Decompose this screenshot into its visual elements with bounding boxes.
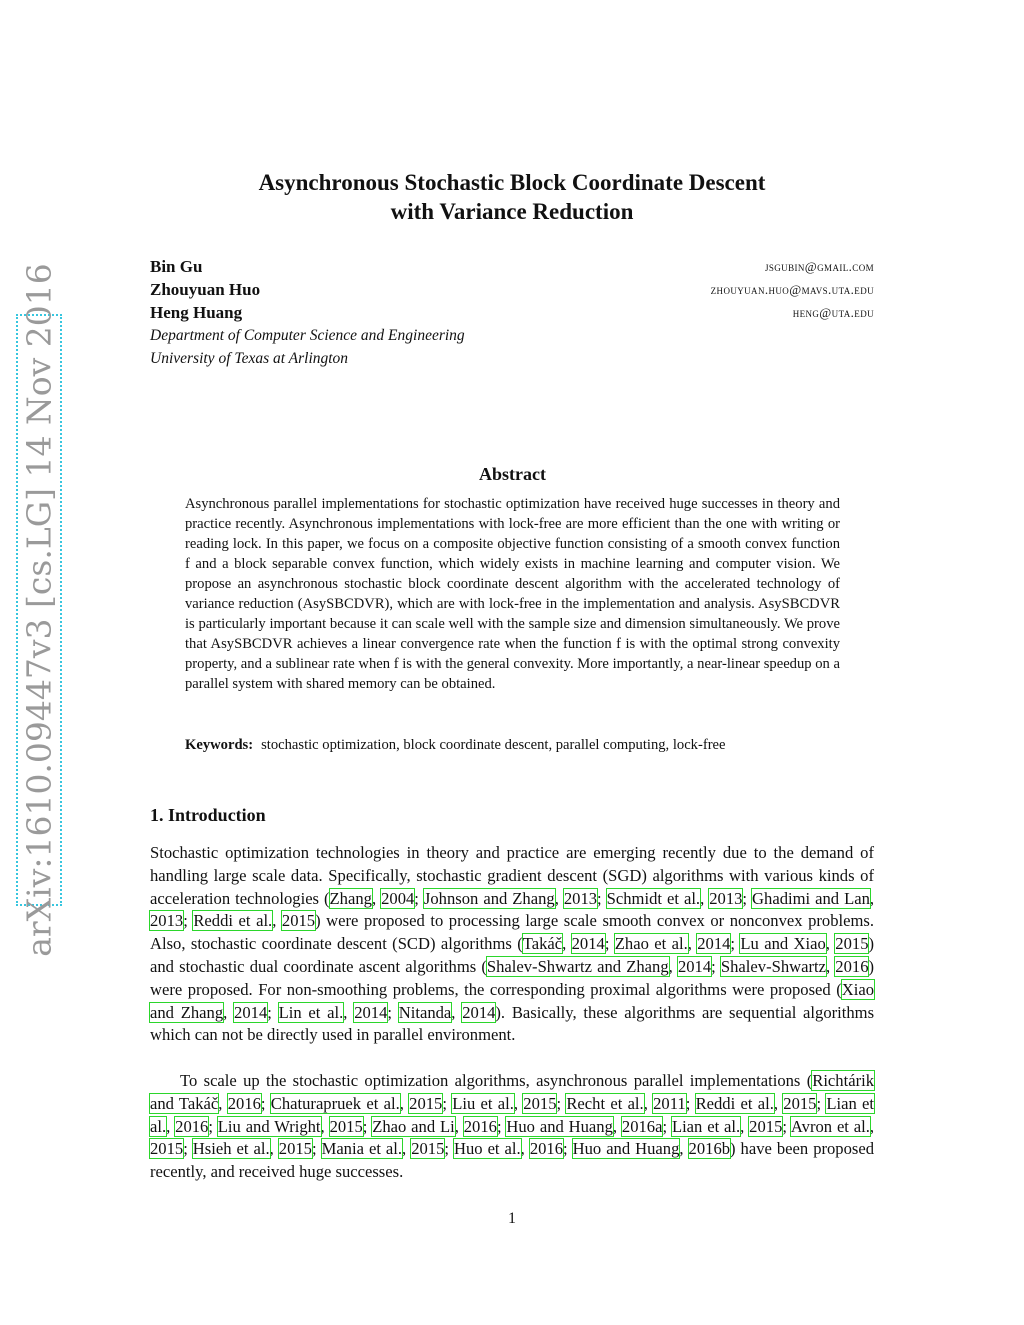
citation-link[interactable]: 2015: [329, 1116, 363, 1136]
citation-link[interactable]: Avron et al.: [790, 1116, 870, 1136]
paragraph-text: ,: [343, 1002, 355, 1022]
paragraph-text: ,: [562, 934, 572, 954]
paragraph-text: ;: [711, 956, 721, 976]
paragraph-text: ;: [604, 934, 615, 954]
paragraph-text: ;: [183, 1139, 193, 1159]
keywords-label: Keywords:: [185, 737, 254, 753]
paragraph-text: ,: [825, 956, 836, 976]
paragraph-text: ,: [740, 1116, 750, 1136]
citation-link[interactable]: 2016: [463, 1116, 497, 1136]
citation-link[interactable]: Ghadimi and Lan: [752, 888, 870, 908]
paragraph-text: ;: [414, 888, 424, 908]
citation-link[interactable]: 2015: [278, 1139, 312, 1159]
citation-link[interactable]: 2015: [409, 1093, 443, 1113]
citation-link[interactable]: Zhao et al.: [614, 934, 688, 954]
paragraph-text: ,: [223, 1002, 235, 1022]
citation-link[interactable]: 2013: [709, 888, 743, 908]
citation-link[interactable]: 2015: [411, 1139, 445, 1159]
paragraph-text: Stochastic optimization technologies in theory and practice are emerging recently due to the demand of handling large scale data. Specifically, stochastic gradient descent (SGD) algorithms with various kinds of acceleration technologies (: [150, 843, 874, 908]
author-name: Zhouyuan Huo: [150, 280, 261, 299]
author-email[interactable]: heng@uta.edu: [792, 305, 874, 320]
paragraph-text: ;: [260, 1093, 271, 1113]
paragraph-text: ,: [687, 934, 698, 954]
paragraph-text: ;: [816, 1093, 827, 1113]
paragraph-text: ,: [773, 1093, 784, 1113]
author-row: [150, 303, 874, 326]
citation-link[interactable]: Lin et al.: [278, 1002, 344, 1022]
paragraph-text: ,: [700, 888, 710, 908]
paragraph-text: ,: [166, 1116, 176, 1136]
author-email[interactable]: jsgubin@gmail.com: [764, 259, 874, 274]
citation-link[interactable]: Richtárik and Takáč: [150, 1071, 874, 1113]
paragraph-text: ;: [742, 888, 753, 908]
paragraph-text: ;: [183, 911, 194, 931]
affiliation-university: University of Texas at Arlington: [150, 350, 349, 367]
paragraph-text: ;: [267, 1002, 279, 1022]
paragraph-text: ) were proposed. For non-smoothing problems, the corresponding proximal algorithms were proposed (: [150, 956, 875, 999]
intro-paragraph-1: [150, 842, 874, 1047]
paragraph-text: ;: [442, 1093, 453, 1113]
paragraph-text: ;: [782, 1116, 791, 1136]
citation-link[interactable]: 2004: [381, 888, 415, 908]
citation-link[interactable]: Nitanda: [398, 1002, 452, 1022]
paragraph-text: ) were proposed to processing large scale smooth convex or nonconvex problems. Also, stochastic coordinate descent (SCD) algorithms (: [150, 911, 874, 954]
paragraph-text: ,: [643, 1093, 654, 1113]
citation-link[interactable]: 2013: [563, 888, 598, 908]
paragraph-text: ). Basically, these algorithms are sequential algorithms which can not be directly used in parallel environment.: [150, 1002, 875, 1045]
citation-link[interactable]: 2014: [571, 934, 605, 954]
paragraph-text: ;: [730, 934, 741, 954]
paragraph-text: ,: [668, 956, 678, 976]
citation-link[interactable]: Reddi et al.: [695, 1093, 774, 1113]
paragraph-text: ,: [869, 1116, 875, 1136]
citation-link[interactable]: 2014: [462, 1002, 496, 1022]
paragraph-text: ,: [513, 1093, 524, 1113]
paragraph-text: ,: [520, 1139, 530, 1159]
citation-link[interactable]: 2015: [523, 1093, 557, 1113]
paragraph-text: ;: [597, 888, 607, 908]
author-row: [150, 280, 874, 303]
paragraph-text: ,: [612, 1116, 622, 1136]
paragraph-text: ,: [272, 911, 282, 931]
paragraph-text: ,: [869, 888, 875, 908]
citation-link[interactable]: Reddi et al.: [193, 911, 273, 931]
abstract-heading: Abstract: [479, 464, 546, 484]
citation-link[interactable]: 2016: [227, 1093, 261, 1113]
paragraph-text: ,: [554, 888, 564, 908]
paragraph-text: ,: [399, 1093, 410, 1113]
citation-link[interactable]: 2016: [529, 1139, 564, 1159]
affiliation-department: Department of Computer Science and Engineering: [150, 327, 465, 344]
citation-link[interactable]: Shalev-Shwartz: [720, 956, 826, 976]
paragraph-text: ;: [444, 1139, 454, 1159]
author-email[interactable]: zhouyuan.huo@mavs.uta.edu: [710, 282, 874, 297]
paragraph-text: ,: [679, 1139, 689, 1159]
citation-link[interactable]: 2014: [677, 956, 712, 976]
citation-link[interactable]: Recht et al.: [566, 1093, 644, 1113]
citation-link[interactable]: 2014: [234, 1002, 268, 1022]
paragraph-text: ;: [208, 1116, 218, 1136]
paragraph-text: ,: [320, 1116, 330, 1136]
citation-link[interactable]: Schmidt et al.: [606, 888, 701, 908]
citation-link[interactable]: 2016b: [688, 1139, 731, 1159]
paragraph-text: ,: [825, 934, 836, 954]
paragraph-text: ,: [454, 1116, 464, 1136]
citation-link[interactable]: 2015: [281, 911, 316, 931]
citation-link[interactable]: Shalev-Shwartz and Zhang: [486, 956, 669, 976]
author-name: Bin Gu: [150, 257, 203, 276]
citation-link[interactable]: Xiao and Zhang: [150, 979, 874, 1022]
section-heading-introduction: 1. Introduction: [150, 805, 266, 825]
author-name: Heng Huang: [150, 303, 243, 322]
citation-link[interactable]: Takáč: [522, 934, 563, 954]
citation-link[interactable]: Huo and Huang: [572, 1139, 680, 1159]
citation-link[interactable]: Johnson and Zhang: [423, 888, 555, 908]
citation-link[interactable]: 2015: [749, 1116, 783, 1136]
citation-link[interactable]: 2016: [835, 956, 869, 976]
paragraph-text: ;: [496, 1116, 507, 1136]
paragraph-text: ,: [451, 1002, 463, 1022]
citation-link[interactable]: 2015: [783, 1093, 817, 1113]
paragraph-text: ;: [362, 1116, 373, 1136]
citation-link[interactable]: 2016: [175, 1116, 209, 1136]
citation-link[interactable]: Lu and Xiao: [740, 934, 826, 954]
citation-link[interactable]: Liu et al.: [452, 1093, 514, 1113]
citation-link[interactable]: Mania et al.: [321, 1139, 403, 1159]
intro-paragraph-2: [150, 1070, 874, 1184]
arxiv-stamp[interactable]: [16, 263, 62, 957]
title-line-2: with Variance Reduction: [390, 199, 634, 224]
paragraph-text: ,: [269, 1139, 279, 1159]
paragraph-text: ;: [311, 1139, 322, 1159]
citation-link[interactable]: Lian et al.: [671, 1116, 741, 1136]
paragraph-text: ;: [685, 1093, 696, 1113]
citation-link[interactable]: Hsieh et al.: [192, 1139, 270, 1159]
paragraph-text: ) have been proposed recently, and received huge successes.: [150, 1139, 875, 1182]
citation-link[interactable]: Zhang: [329, 888, 372, 908]
paragraph-text: ;: [662, 1116, 672, 1136]
citation-link[interactable]: 2014: [354, 1002, 388, 1022]
citation-link[interactable]: Huo and Huang: [506, 1116, 613, 1136]
paragraph-text: To scale up the stochastic optimization algorithms, asynchronous parallel implementations (: [180, 1071, 813, 1090]
author-row: [150, 257, 874, 280]
arxiv-identifier: arXiv:1610.09447v3 [cs.LG] 14 Nov 2016: [19, 263, 59, 957]
paragraph-text: ;: [387, 1002, 399, 1022]
paper-title: [150, 168, 874, 226]
citation-link[interactable]: Huo et al.: [454, 1139, 521, 1159]
citation-link[interactable]: Lian et al.: [150, 1093, 874, 1136]
citation-link[interactable]: Liu and Wright: [217, 1116, 321, 1136]
citation-link[interactable]: Zhao and Li: [372, 1116, 455, 1136]
abstract-text: Asynchronous parallel implementations for stochastic optimization have received huge successes in theory and practice recently. Asynchronous implementations with lock-free are more efficient than the one with writing or reading lock. In this paper, we focus on a composite objective function consisting of a smooth convex function f and a block separable convex function, which widely exists in machine learning and computer vision. We propose an asynchronous stochastic block coordinate descent algorithm with the accelerated technology of variance reduction (AsySBCDVR), which are with lock-free in the implementation and analysis. AsySBCDVR is particularly important because it can scale well with the sample size and dimension simultaneously. We prove that AsySBCDVR achieves a linear convergence rate when the function f is with the optimal strong convexity property, and a sublinear rate when f is with the general convexity. More importantly, a near-linear speedup on a parallel system with shared memory can be obtained.: [185, 496, 840, 692]
citation-link[interactable]: 2014: [697, 934, 731, 954]
paragraph-text: ,: [218, 1093, 228, 1113]
page-number: 1: [508, 1210, 516, 1227]
paragraph-text: ) and stochastic dual coordinate ascent algorithms (: [150, 934, 875, 976]
citation-link[interactable]: 2015: [835, 934, 869, 954]
citation-link[interactable]: 2015: [150, 1139, 184, 1159]
paragraph-text: ;: [556, 1093, 567, 1113]
citation-link[interactable]: 2011: [653, 1093, 686, 1113]
title-line-1: Asynchronous Stochastic Block Coordinate Descent: [258, 170, 766, 195]
citation-link[interactable]: 2016a: [621, 1116, 663, 1136]
keywords-list: stochastic optimization, block coordinate descent, parallel computing, lock-free: [261, 737, 726, 753]
paragraph-text: ;: [563, 1139, 573, 1159]
keywords: [185, 735, 840, 755]
citation-link[interactable]: Chaturapruek et al.: [270, 1093, 400, 1113]
citation-link[interactable]: 2013: [150, 911, 184, 931]
paragraph-text: ,: [371, 888, 382, 908]
paragraph-text: ,: [402, 1139, 412, 1159]
